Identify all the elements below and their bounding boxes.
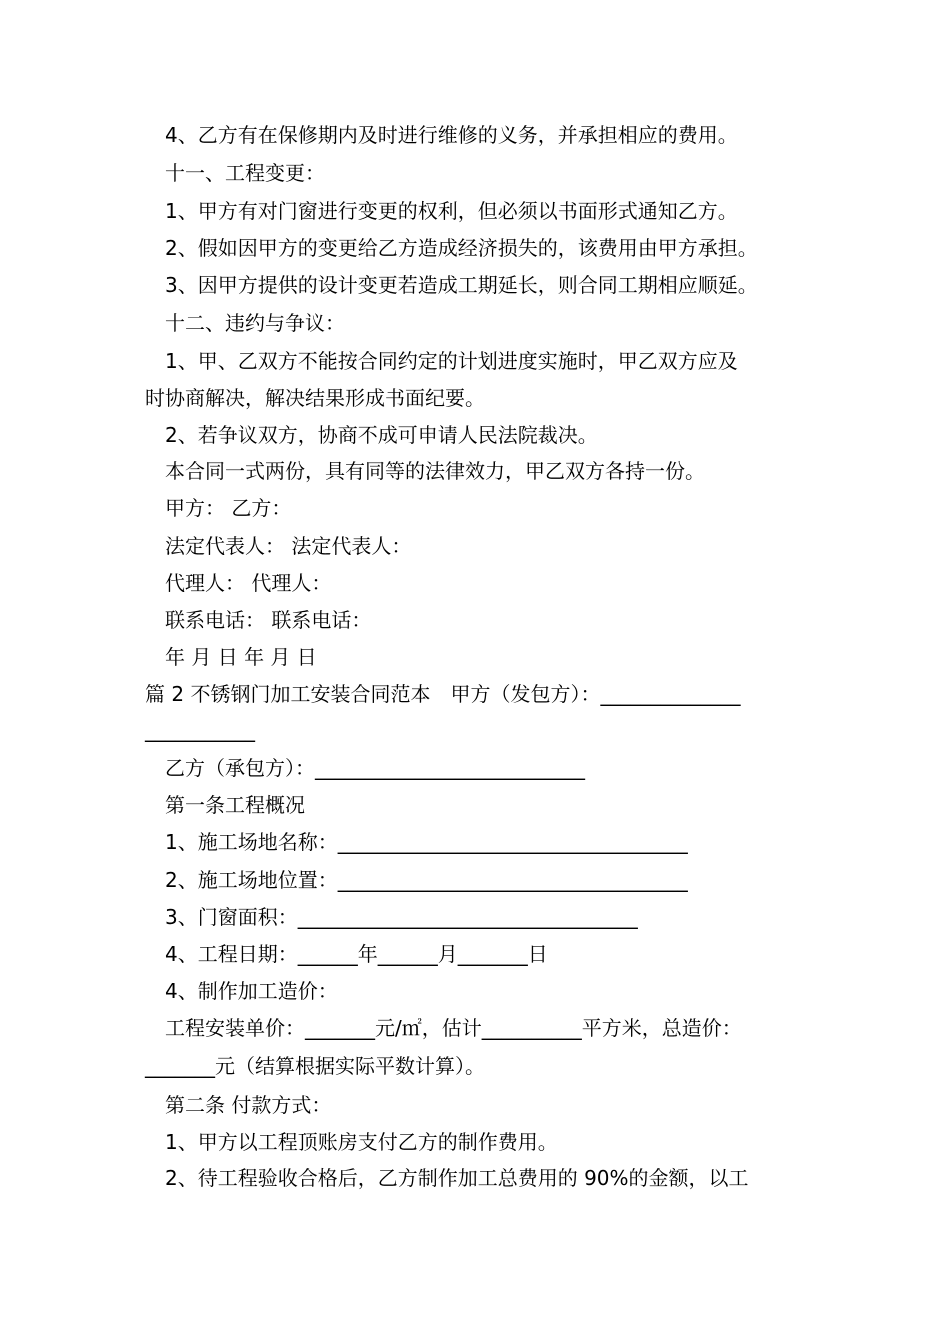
field-line: 3、门窗面积：__________________________________ — [165, 905, 638, 929]
clause-line: 1、甲方以工程顶账房支付乙方的制作费用。 — [165, 1130, 558, 1154]
clause-line: 1、甲方有对门窗进行变更的权利，但必须以书面形式通知乙方。 — [165, 199, 738, 223]
closing-line: 本合同一式两份，具有同等的法律效力，甲乙双方各持一份。 — [165, 459, 705, 483]
signature-line: 甲方： 乙方： — [165, 496, 292, 520]
clause-line: 2、若争议双方，协商不成可申请人民法院裁决。 — [165, 423, 598, 447]
blank-line: ___________ — [145, 718, 255, 742]
signature-line: 联系电话： 联系电话： — [165, 608, 372, 632]
article-heading: 第二条 付款方式： — [165, 1093, 332, 1117]
date-line: 年 月 日 年 月 日 — [165, 645, 317, 669]
price-line: 工程安装单价：_______元/㎡，估计__________平方米，总造价： — [165, 1016, 742, 1040]
clause-line: 1、甲、乙双方不能按合同约定的计划进度实施时，甲乙双方应及 — [165, 349, 738, 373]
signature-line: 法定代表人： 法定代表人： — [165, 534, 412, 558]
price-line-continued: _______元（结算根据实际平数计算）。 — [145, 1054, 485, 1078]
clause-line-continued: 时协商解决，解决结果形成书面纪要。 — [145, 386, 485, 410]
article-heading: 第一条工程概况 — [165, 793, 305, 817]
clause-line: 2、假如因甲方的变更给乙方造成经济损失的，该费用由甲方承担。 — [165, 236, 758, 260]
clause-line: 3、因甲方提供的设计变更若造成工期延长，则合同工期相应顺延。 — [165, 273, 758, 297]
contract-title-line: 篇 2 不锈钢门加工安装合同范本 甲方（发包方）：______________ — [145, 682, 741, 706]
clause-line: 2、待工程验收合格后，乙方制作加工总费用的 90%的金额，以工 — [165, 1166, 749, 1190]
clause-line: 4、乙方有在保修期内及时进行维修的义务，并承担相应的费用。 — [165, 123, 738, 147]
section-heading: 十一、工程变更： — [165, 161, 325, 185]
section-heading: 十二、违约与争议： — [165, 311, 345, 335]
field-line: 2、施工场地位置：___________________________________ — [165, 868, 688, 892]
field-line: 1、施工场地名称：___________________________________ — [165, 830, 688, 854]
party-line: 乙方（承包方）：___________________________ — [165, 756, 585, 780]
signature-line: 代理人： 代理人： — [165, 571, 332, 595]
field-line: 4、制作加工造价： — [165, 979, 338, 1003]
field-line: 4、工程日期：______年______月_______日 — [165, 942, 548, 966]
